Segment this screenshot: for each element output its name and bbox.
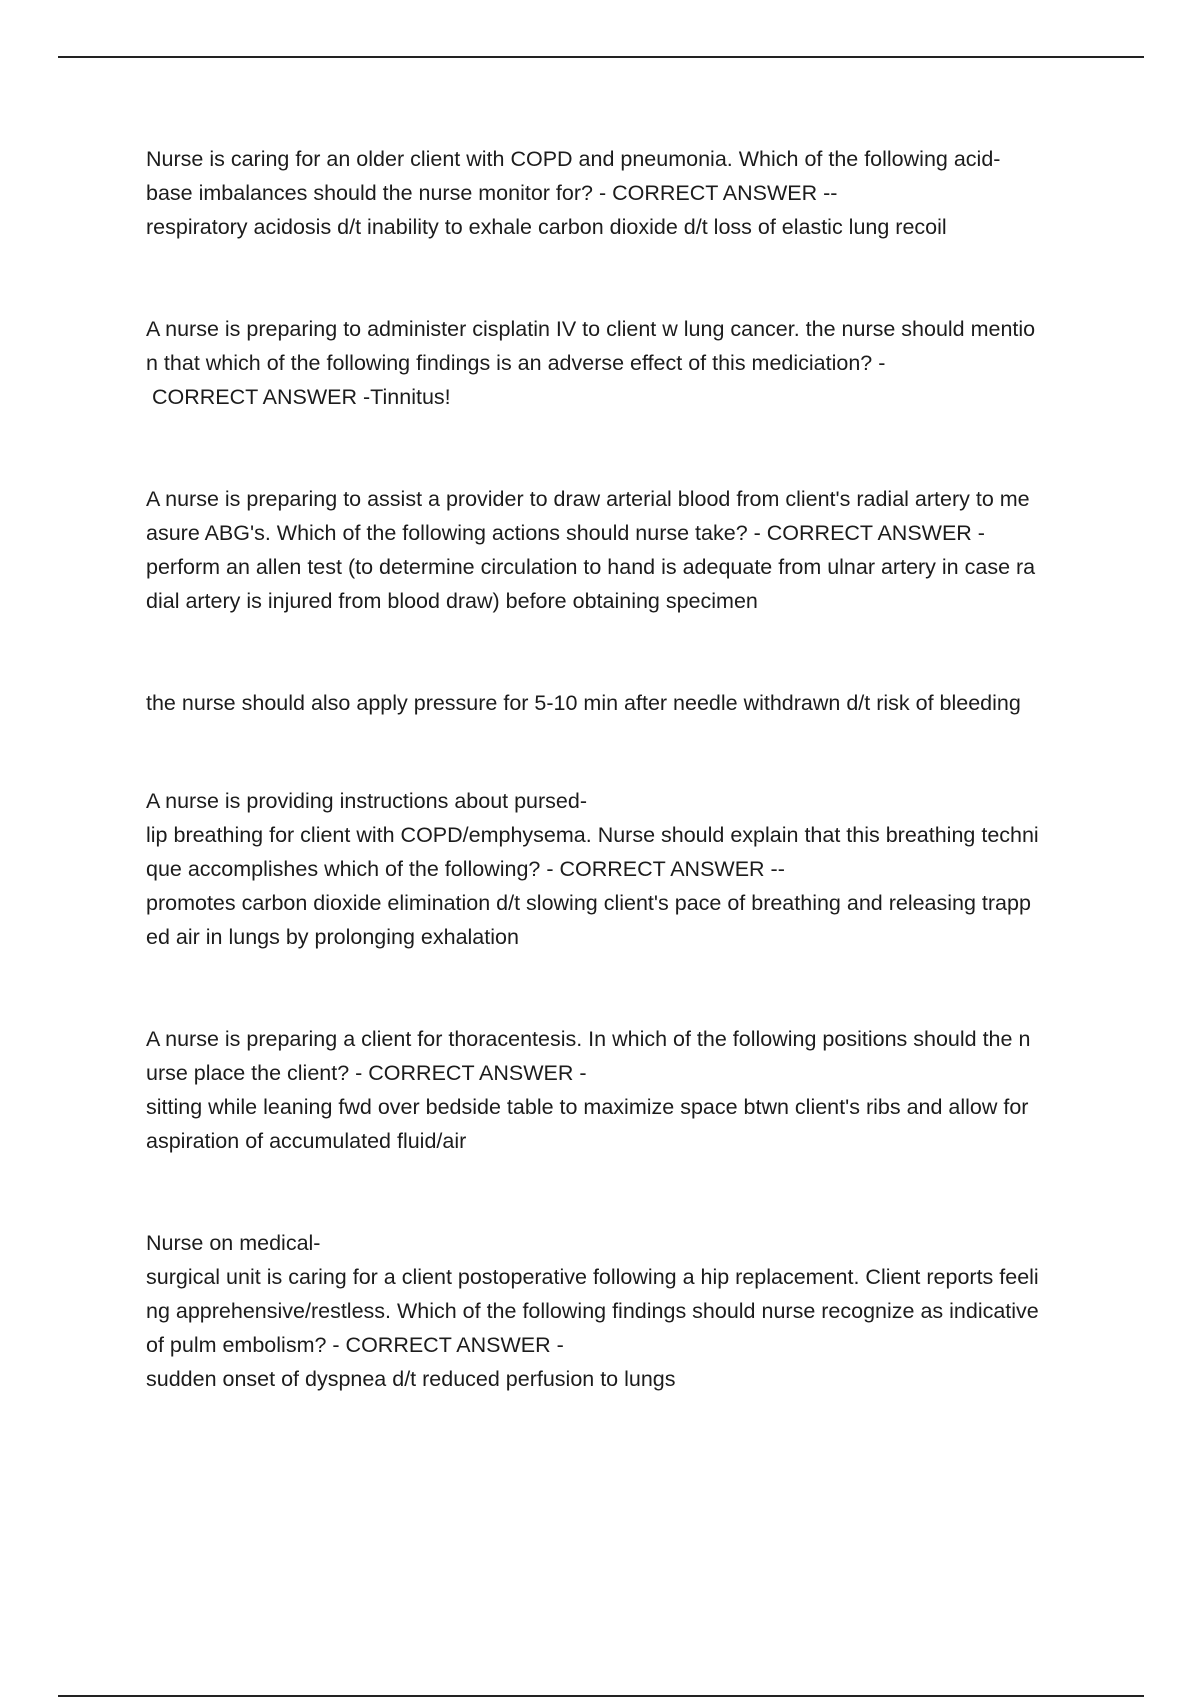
text-line: CORRECT ANSWER -Tinnitus! xyxy=(146,385,451,409)
text-line: promotes carbon dioxide elimination d/t slowing client's pace of breathing and releasing trapp xyxy=(146,891,1031,915)
document-body xyxy=(146,142,1096,1464)
qa-block-copd-acid-base xyxy=(146,142,1096,244)
text-line: dial artery is injured from blood draw) before obtaining specimen xyxy=(146,589,758,613)
text-line: aspiration of accumulated fluid/air xyxy=(146,1129,467,1153)
header-rule xyxy=(58,56,1144,58)
text-line: asure ABG's. Which of the following actions should nurse take? - CORRECT ANSWER - xyxy=(146,521,985,545)
text-line: A nurse is providing instructions about pursed- xyxy=(146,789,587,813)
text-line: A nurse is preparing to administer cisplatin IV to client w lung cancer. the nurse should mentio xyxy=(146,317,1036,341)
text-line: urse place the client? - CORRECT ANSWER - xyxy=(146,1061,587,1085)
text-line: n that which of the following findings is an adverse effect of this mediciation? - xyxy=(146,351,886,375)
qa-block-thoracentesis xyxy=(146,1022,1096,1158)
footer-rule xyxy=(58,1695,1144,1697)
text-line: base imbalances should the nurse monitor for? - CORRECT ANSWER -- xyxy=(146,181,838,205)
text-line: ng apprehensive/restless. Which of the following findings should nurse recognize as indicative xyxy=(146,1299,1039,1323)
text-line: sitting while leaning fwd over bedside table to maximize space btwn client's ribs and allow for xyxy=(146,1095,1029,1119)
qa-block-cisplatin xyxy=(146,312,1096,414)
text-line: surgical unit is caring for a client postoperative following a hip replacement. Client reports feeli xyxy=(146,1265,1039,1289)
text-line: sudden onset of dyspnea d/t reduced perfusion to lungs xyxy=(146,1367,676,1391)
qa-block-pulm-embolism xyxy=(146,1226,1096,1396)
text-line: the nurse should also apply pressure for 5-10 min after needle withdrawn d/t risk of bleeding xyxy=(146,691,1021,715)
text-line: ed air in lungs by prolonging exhalation xyxy=(146,925,519,949)
qa-block-pursed-lip xyxy=(146,784,1096,954)
text-line: perform an allen test (to determine circulation to hand is adequate from ulnar artery in case ra xyxy=(146,555,1036,579)
text-line: respiratory acidosis d/t inability to exhale carbon dioxide d/t loss of elastic lung recoil xyxy=(146,215,947,239)
text-line: Nurse is caring for an older client with COPD and pneumonia. Which of the following acid- xyxy=(146,147,1001,171)
text-line: A nurse is preparing to assist a provider to draw arterial blood from client's radial artery to me xyxy=(146,487,1030,511)
text-line: lip breathing for client with COPD/emphysema. Nurse should explain that this breathing techni xyxy=(146,823,1039,847)
text-line: Nurse on medical- xyxy=(146,1231,321,1255)
text-line: A nurse is preparing a client for thoracentesis. In which of the following positions should the n xyxy=(146,1027,1031,1051)
text-line: of pulm embolism? - CORRECT ANSWER - xyxy=(146,1333,564,1357)
qa-block-abg-allen-test xyxy=(146,482,1096,618)
text-line: que accomplishes which of the following? - CORRECT ANSWER -- xyxy=(146,857,785,881)
note-block-pressure xyxy=(146,686,1096,720)
